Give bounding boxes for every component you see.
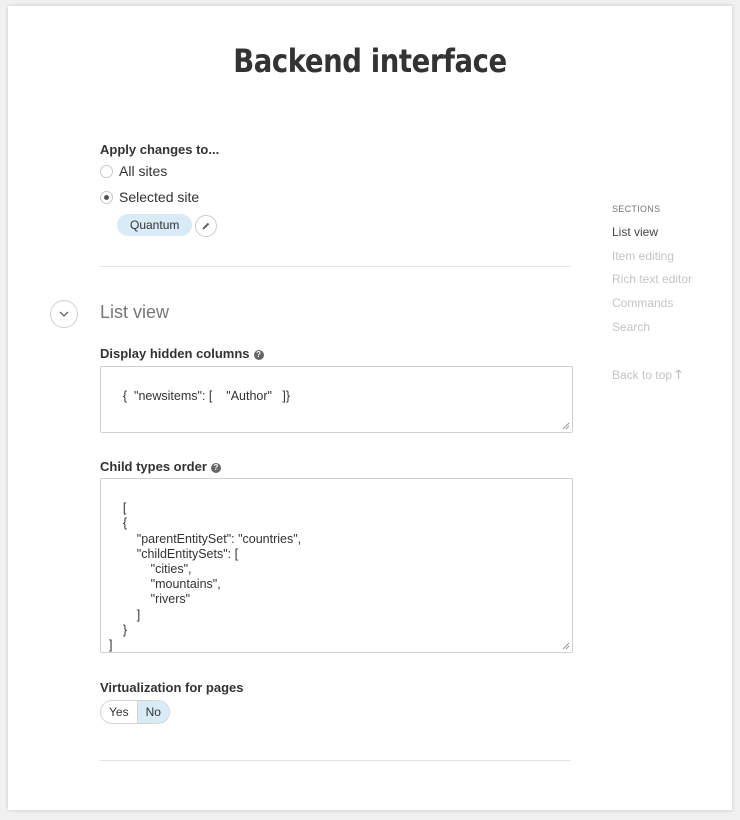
virtualization-toggle[interactable] <box>100 700 170 724</box>
radio-all-sites-indicator[interactable] <box>100 165 113 178</box>
nav-item-item-editing[interactable]: Item editing <box>612 248 675 263</box>
arrow-up-icon <box>675 369 682 380</box>
nav-item-search[interactable]: Search <box>612 319 651 334</box>
hidden-columns-label-text: Display hidden columns <box>100 346 250 361</box>
virtualization-label: Virtualization for pages <box>100 680 244 695</box>
back-to-top-label: Back to top <box>612 368 673 383</box>
radio-selected-site-indicator[interactable] <box>100 191 113 204</box>
help-icon[interactable]: ? <box>211 463 221 473</box>
sections-heading: SECTIONS <box>612 204 661 214</box>
child-types-label <box>100 459 221 474</box>
chevron-down-icon <box>59 311 69 317</box>
pencil-icon <box>201 221 211 231</box>
collapse-section-button[interactable] <box>50 300 78 328</box>
sections-nav <box>612 204 692 382</box>
child-types-label-text: Child types order <box>100 459 207 474</box>
radio-selected-site[interactable] <box>100 189 199 205</box>
radio-all-sites[interactable] <box>100 163 167 179</box>
nav-item-commands[interactable]: Commands <box>612 296 674 311</box>
divider <box>100 760 571 761</box>
nav-item-list-view[interactable]: List view <box>612 225 659 239</box>
radio-all-sites-label: All sites <box>119 163 168 179</box>
divider <box>100 266 571 267</box>
child-types-input[interactable] <box>100 478 573 653</box>
back-to-top-link[interactable] <box>612 368 692 382</box>
apply-changes-label: Apply changes to... <box>100 142 220 157</box>
resize-handle-icon[interactable] <box>562 422 570 430</box>
hidden-columns-value: { "newsitems": [ "Author" ]} <box>122 389 291 404</box>
radio-selected-site-label: Selected site <box>119 189 200 205</box>
child-types-value: [ { "parentEntitySet": "countries", "childEntitySets": [ "cities", "mountains", "rivers" ] } ] <box>109 501 302 653</box>
toggle-no[interactable]: No <box>138 701 169 723</box>
edit-site-button[interactable] <box>195 215 217 237</box>
page-title: Backend interface <box>233 42 507 80</box>
hidden-columns-label <box>100 346 264 361</box>
nav-item-rich-text-editor[interactable]: Rich text editor <box>612 272 693 287</box>
hidden-columns-input[interactable] <box>100 366 573 433</box>
selected-site-pill[interactable]: Quantum <box>117 214 192 236</box>
section-title-list-view: List view <box>100 302 170 322</box>
settings-card <box>8 6 732 810</box>
help-icon[interactable]: ? <box>254 350 264 360</box>
resize-handle-icon[interactable] <box>562 642 570 650</box>
toggle-yes[interactable]: Yes <box>101 701 138 723</box>
